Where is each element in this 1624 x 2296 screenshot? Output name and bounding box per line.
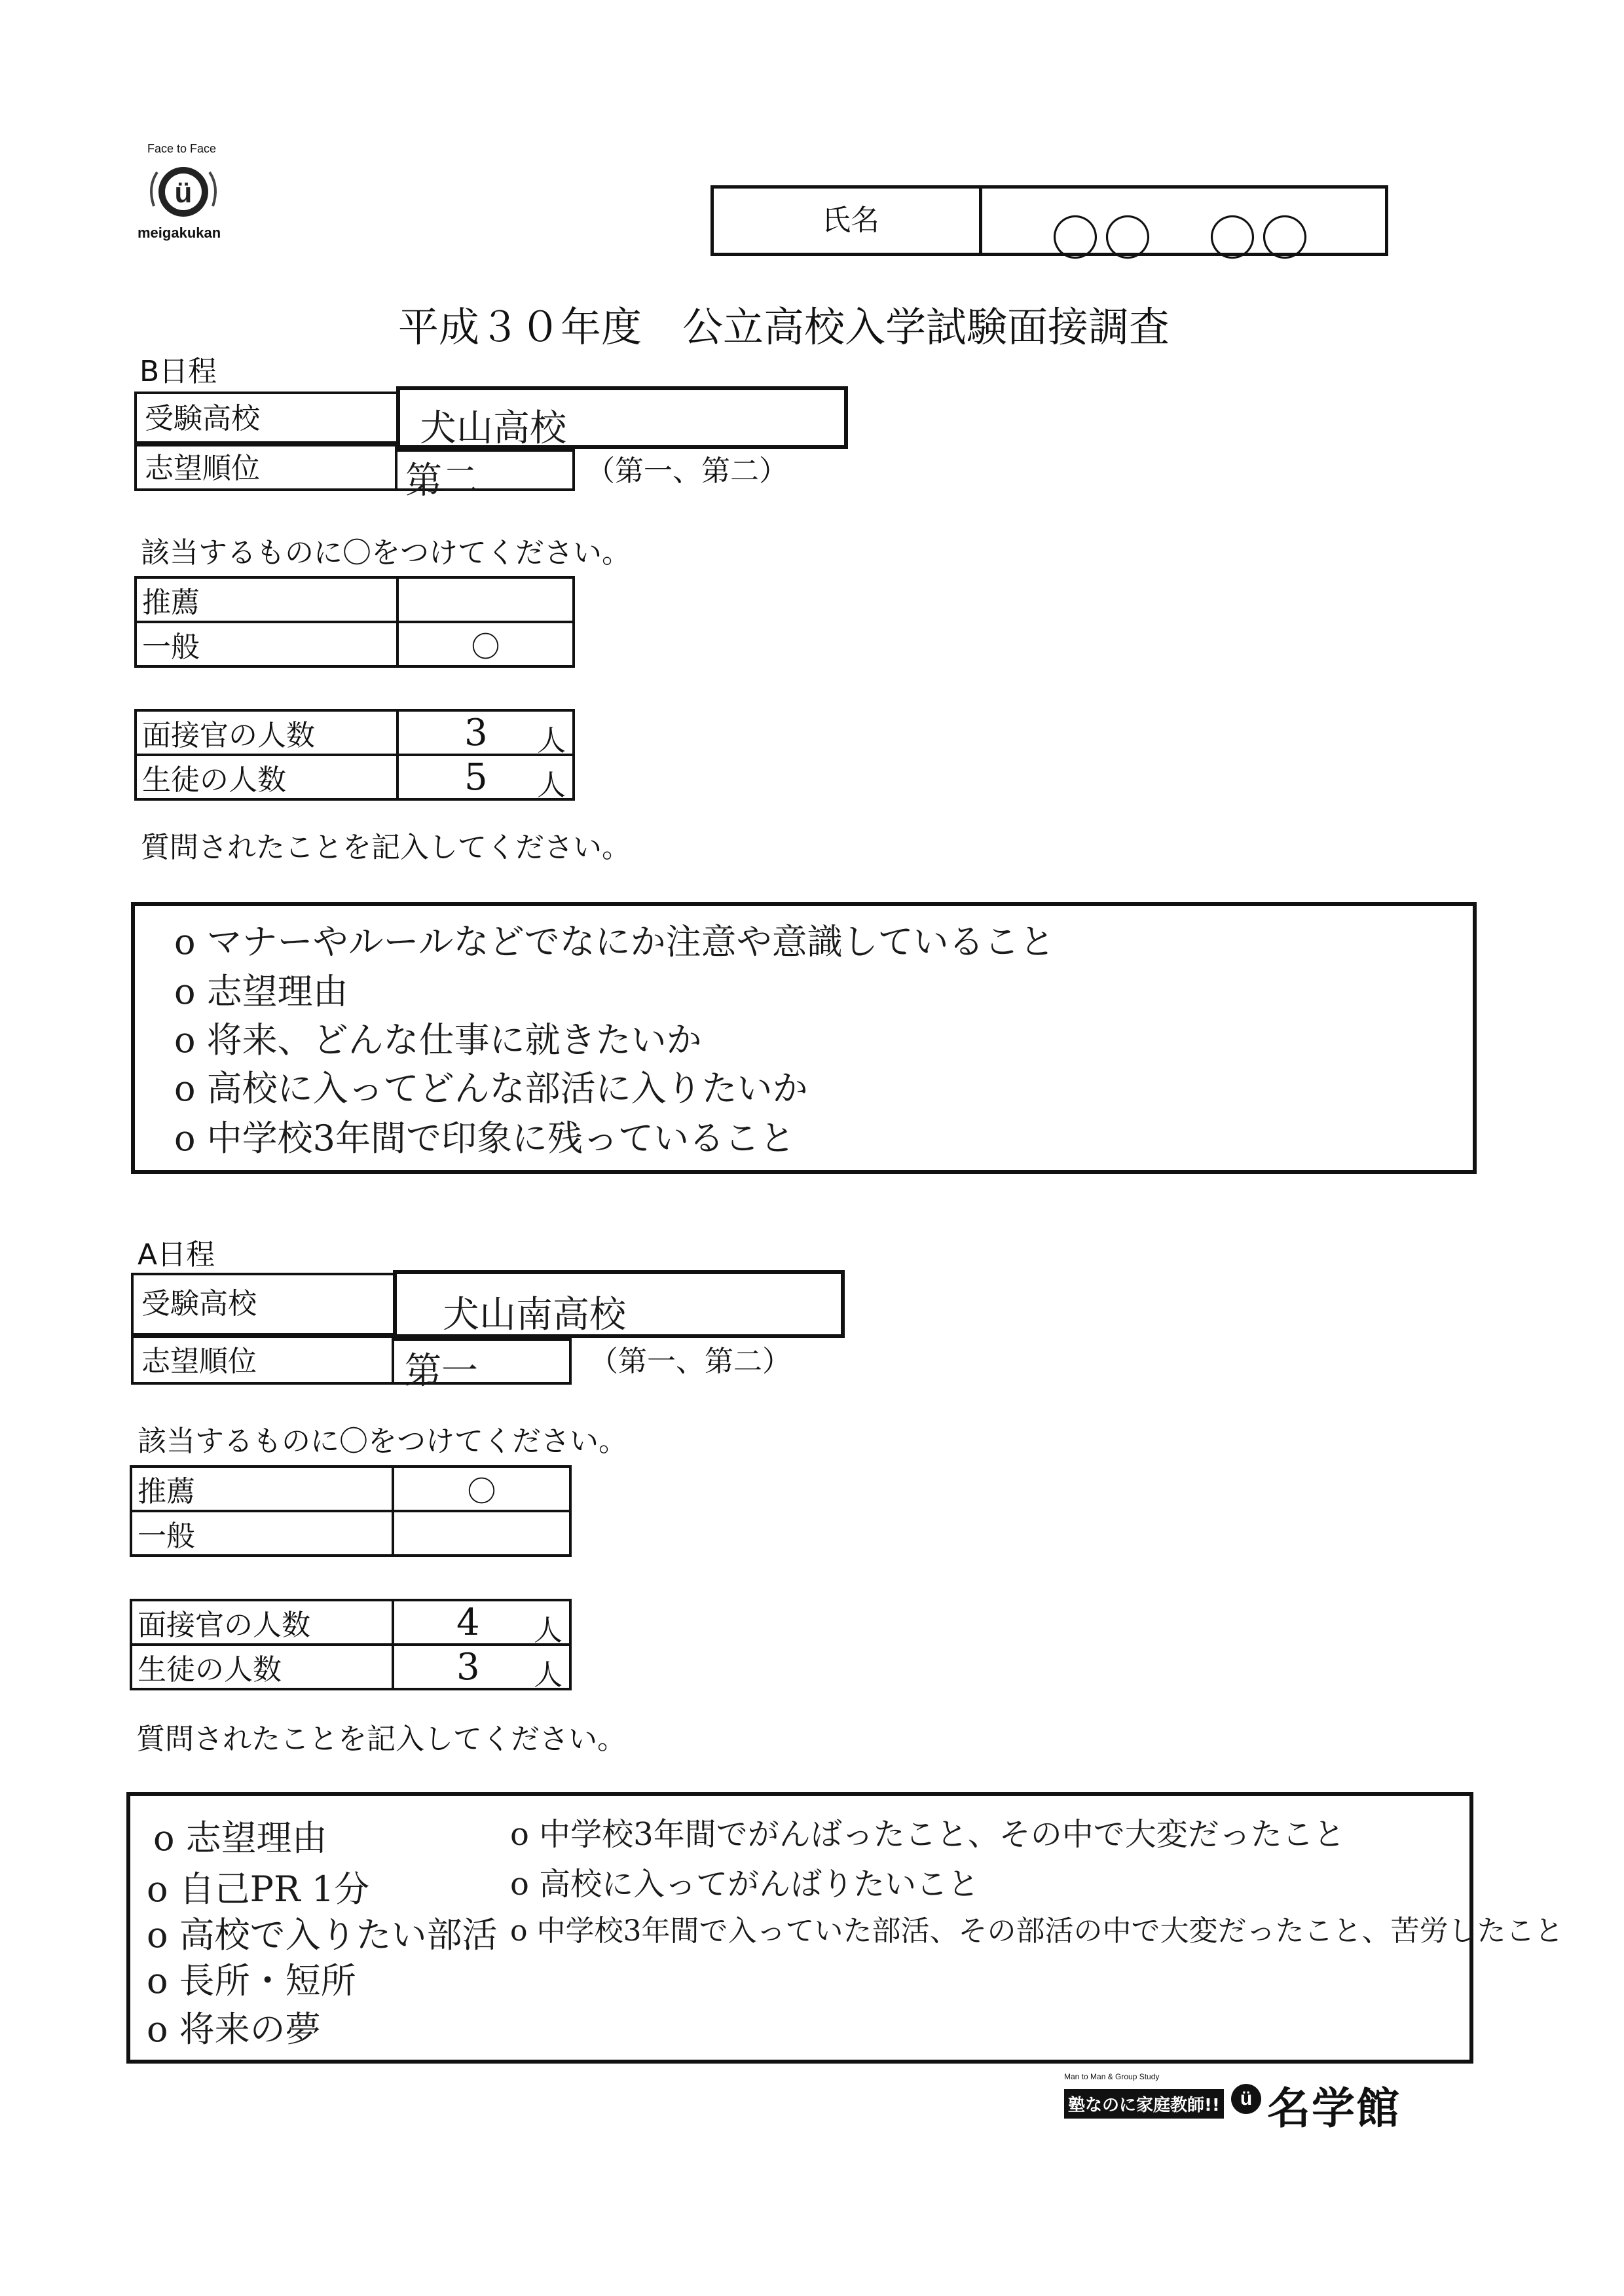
table-row	[131, 1467, 570, 1511]
b-student-cell	[397, 755, 574, 802]
b-questions-box	[131, 902, 1477, 1174]
list-item: o 高校に入ってがんばりたいこと	[510, 1866, 980, 1903]
name-label: 氏名	[822, 204, 879, 237]
a-schedule-heading: A日程	[138, 1238, 215, 1271]
b-school-value-box	[396, 386, 848, 449]
b-suisen-value	[397, 577, 574, 622]
a-mark-instruction: 該当するものに〇をつけてください。	[138, 1425, 627, 1458]
b-count-table	[134, 709, 575, 801]
list-item: o 高校に入ってどんな部活に入りたいか	[174, 1068, 808, 1109]
b-school-label: 受験高校	[145, 402, 260, 435]
list-item: o マナーやルールなどでなにか注意や意識していること	[174, 921, 1055, 962]
footer-logo	[1064, 2072, 1444, 2134]
footer-tagline-small: Man to Man & Group Study	[1064, 2072, 1160, 2081]
a-school-label-cell	[131, 1273, 394, 1336]
b-interviewer-label: 面接官の人数	[136, 710, 397, 755]
table-row	[136, 577, 574, 622]
b-rank-value-cell	[395, 449, 575, 502]
b-student-value: 5	[464, 756, 488, 799]
table-row	[136, 622, 574, 666]
a-question-instruction: 質問されたことを記入してください。	[136, 1722, 626, 1756]
b-rank-label-cell	[134, 444, 397, 491]
b-school-row	[134, 386, 848, 502]
table-row	[131, 1600, 570, 1645]
name-value: 〇〇 〇〇	[1051, 211, 1313, 267]
a-ippan-label: 一般	[131, 1511, 393, 1556]
a-ippan-value	[393, 1511, 570, 1556]
footer-slogan: 塾なのに家庭教師!!	[1064, 2089, 1224, 2119]
a-student-value: 3	[456, 1646, 480, 1688]
name-box	[710, 185, 1388, 267]
b-question-instruction: 質問されたことを記入してください。	[141, 831, 631, 864]
b-mark-instruction: 該当するものに〇をつけてください。	[141, 536, 631, 570]
b-rank-label: 志望順位	[145, 452, 260, 485]
a-interviewer-cell	[393, 1600, 570, 1645]
footer-name: 名学館	[1267, 2083, 1401, 2134]
table-row	[136, 755, 574, 799]
b-type-table	[134, 576, 575, 668]
page-title: 平成３０年度 公立高校入学試験面接調査	[398, 303, 1170, 351]
b-student-label: 生徒の人数	[136, 755, 397, 799]
b-schedule-heading: B日程	[139, 355, 217, 388]
a-rank-label-cell	[131, 1336, 394, 1385]
a-interviewer-label: 面接官の人数	[131, 1600, 393, 1645]
footer-emblem-icon: ü	[1231, 2084, 1261, 2114]
b-interviewer-value: 3	[464, 712, 488, 754]
a-school-value-box	[393, 1270, 845, 1338]
a-rank-options: （第一、第二）	[589, 1345, 791, 1378]
a-school-value: 犬山南高校	[443, 1294, 626, 1336]
table-row	[131, 1511, 570, 1556]
list-item: o 中学校3年間で入っていた部活、その部活の中で大変だったこと、苦労したこと	[510, 1914, 1564, 1948]
list-item: o 将来、どんな仕事に就きたいか	[174, 1019, 702, 1061]
a-student-label: 生徒の人数	[131, 1645, 393, 1689]
a-suisen-value: 〇	[393, 1467, 570, 1511]
list-item: o 中学校3年間で印象に残っていること	[174, 1118, 796, 1159]
b-interviewer-unit: 人	[537, 724, 566, 757]
a-type-table	[130, 1465, 572, 1557]
a-school-row	[131, 1270, 845, 1393]
b-interviewer-cell	[397, 710, 574, 755]
b-ippan-value: 〇	[397, 622, 574, 666]
b-rank-value: 第二	[405, 460, 479, 502]
a-school-label: 受験高校	[141, 1287, 257, 1321]
a-interviewer-value: 4	[456, 1601, 480, 1644]
b-rank-options: （第一、第二）	[586, 454, 788, 488]
logo-wordmark: meigakukan	[138, 225, 221, 241]
b-school-label-cell	[134, 392, 397, 444]
a-rank-value: 第一	[405, 1350, 478, 1393]
meigakukan-logo	[134, 142, 232, 246]
a-student-unit: 人	[534, 1658, 563, 1692]
a-rank-label: 志望順位	[141, 1345, 257, 1378]
svg-text:ü: ü	[174, 177, 193, 209]
a-rank-value-cell	[392, 1338, 572, 1393]
a-suisen-label: 推薦	[131, 1467, 393, 1511]
b-student-unit: 人	[537, 769, 566, 802]
table-row	[136, 710, 574, 755]
a-count-table	[130, 1599, 572, 1690]
list-item: o 将来の夢	[147, 2009, 321, 2050]
list-item: o 高校で入りたい部活	[147, 1914, 498, 1956]
list-item: o 志望理由	[174, 971, 348, 1012]
name-label-cell	[714, 189, 982, 253]
list-item: o 長所・短所	[147, 1960, 356, 2001]
b-suisen-label: 推薦	[136, 577, 397, 622]
logo-tagline: Face to Face	[147, 142, 217, 155]
list-item: o 自己PR 1分	[147, 1868, 370, 1910]
a-interviewer-unit: 人	[534, 1614, 563, 1647]
table-row	[131, 1645, 570, 1689]
list-item: o 中学校3年間でがんばったこと、その中で大変だったこと	[510, 1816, 1345, 1853]
b-ippan-label: 一般	[136, 622, 397, 666]
a-student-cell	[393, 1645, 570, 1692]
list-item: o 志望理由	[153, 1817, 327, 1859]
a-questions-box	[126, 1792, 1564, 2064]
b-school-value: 犬山高校	[420, 407, 566, 450]
